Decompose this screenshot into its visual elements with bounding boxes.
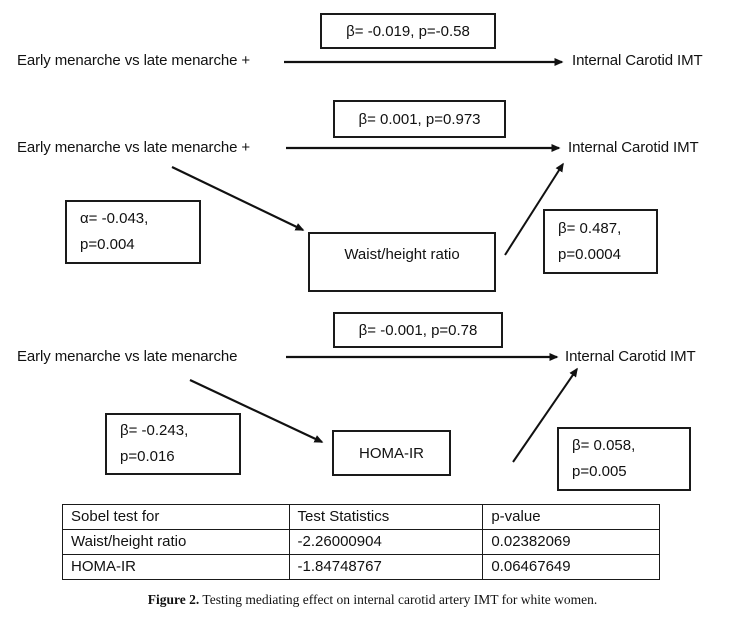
model3-alpha-line1: β= -0.243,: [120, 422, 189, 439]
model2-beta-line1: β= 0.487,: [558, 219, 622, 237]
model1-outcome-label: Internal Carotid IMT: [572, 52, 703, 69]
model1-predictor-label: Early menarche vs late menarche +: [17, 52, 251, 69]
model3-beta-coefficient-box: [557, 427, 691, 491]
model1-path-coefficient-box: β= -0.019, p=-0.58: [320, 13, 496, 49]
model2-outcome-label: Internal Carotid IMT: [568, 139, 699, 156]
model3-alpha-coefficient-box: [105, 413, 241, 475]
model2-path-coefficient-box: β= 0.001, p=0.973: [333, 100, 506, 138]
figure-caption-label: Figure 2.: [147, 592, 200, 607]
model3-mediator-box: HOMA-IR: [332, 430, 451, 476]
model2-alpha-line1: α= -0.043,: [80, 210, 149, 227]
figure-caption-text: Testing mediating effect on internal carotid artery IMT for white women.: [199, 592, 598, 607]
model2-alpha-coefficient-box: [65, 200, 201, 264]
model3-outcome-label: Internal Carotid IMT: [565, 348, 696, 365]
table-cell: 0.06467649: [483, 555, 660, 580]
table-row: [63, 555, 660, 580]
table-cell: 0.02382069: [483, 530, 660, 555]
table-header-cell: p-value: [483, 505, 660, 530]
model2-beta-line2: p=0.0004: [558, 245, 621, 263]
model2-alpha-line2: p=0.004: [80, 236, 135, 253]
model3-alpha-line2: p=0.016: [120, 448, 175, 465]
model3-beta-line2: p=0.005: [572, 463, 627, 480]
table-row: [63, 530, 660, 555]
table-header-cell: Test Statistics: [289, 505, 483, 530]
model2-mediator-box: Waist/height ratio: [308, 232, 496, 292]
table-header-cell: Sobel test for: [63, 505, 290, 530]
model3-path-coefficient-box: β= -0.001, p=0.78: [333, 312, 503, 348]
model2-predictor-label: Early menarche vs late menarche +: [17, 139, 251, 156]
table-cell: HOMA-IR: [63, 555, 290, 580]
figure-caption: [0, 592, 745, 608]
table-header-row: [63, 505, 660, 530]
model3-beta-line1: β= 0.058,: [572, 437, 636, 454]
table-cell: Waist/height ratio: [63, 530, 290, 555]
model2-beta-coefficient-box: [543, 209, 658, 274]
sobel-test-table: [62, 504, 660, 580]
model3-predictor-label: Early menarche vs late menarche: [17, 348, 238, 365]
table-cell: -1.84748767: [289, 555, 483, 580]
table-cell: -2.26000904: [289, 530, 483, 555]
